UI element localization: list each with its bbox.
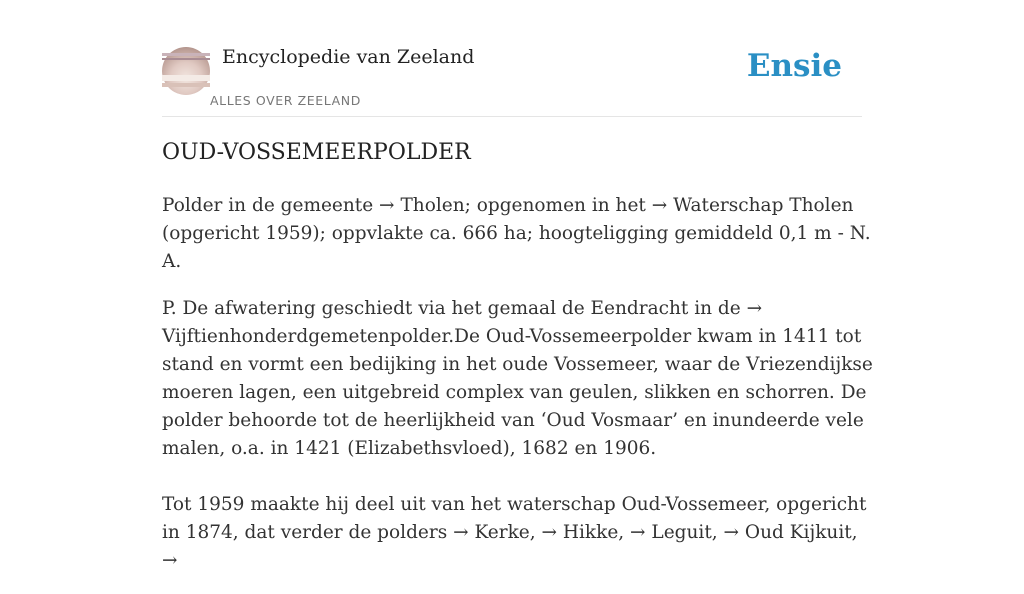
site-avatar[interactable]	[162, 47, 210, 95]
ensie-logo[interactable]: Ensie	[746, 48, 842, 84]
article-paragraph: Tot 1959 maakte hij deel uit van het waterschap Oud-Vossemeer, opgericht in 1874, dat verder de polders → Kerke, → Hikke, → Leguit, → Oud Kijkuit, →	[162, 494, 867, 571]
article-title: OUD-VOSSEMEERPOLDER	[162, 140, 471, 165]
avatar-detail	[162, 75, 210, 81]
site-tagline: ALLES OVER ZEELAND	[210, 93, 361, 108]
article-body	[162, 192, 874, 594]
site-header	[162, 44, 862, 117]
article-paragraph: P. De afwatering geschiedt via het gemaal de Eendracht in de → Vijftienhonderdgemetenpolder.De Oud-Vossemeerpolder kwam in 1411 tot stand en vormt een bedijking in het oude Vossemeer, waar de Vriezendijkse moeren lagen, een uitgebreid complex van geulen, slikken en schorren. De polder behoorde tot de heerlijkheid van ‘Oud Vosmaar’ en inundeerde vele malen, o.a. in 1421 (Elizabethsvloed), 1682 en 1906.	[162, 298, 873, 459]
avatar-detail	[162, 83, 210, 87]
avatar-detail	[162, 53, 210, 56]
avatar-detail	[162, 58, 210, 60]
site-title[interactable]: Encyclopedie van Zeeland	[222, 46, 475, 68]
article-paragraph: Polder in de gemeente → Tholen; opgenomen in het → Waterschap Tholen (opgericht 1959); oppvlakte ca. 666 ha; hoogteligging gemiddeld 0,1 m - N. A.	[162, 195, 871, 272]
